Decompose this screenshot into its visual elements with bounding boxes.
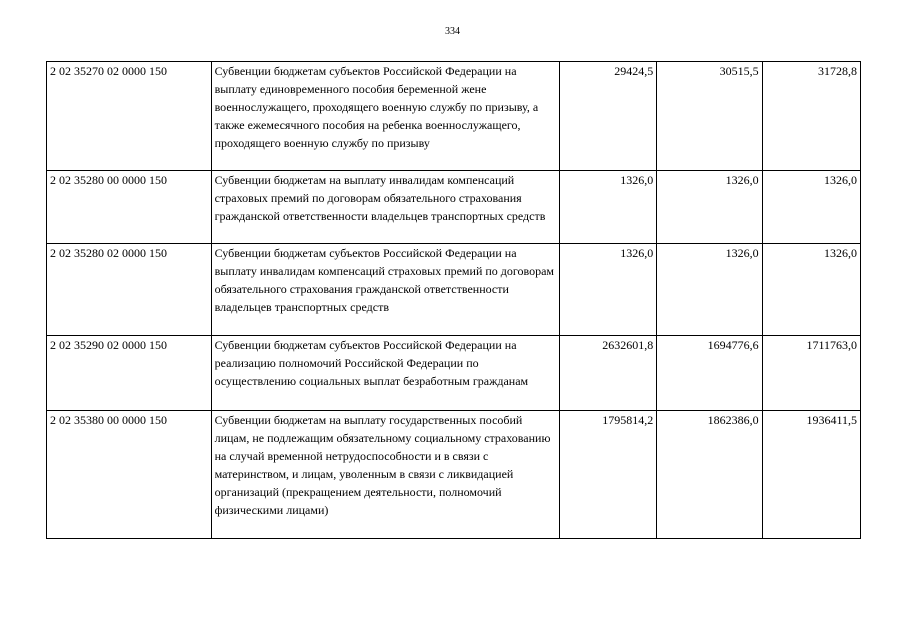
description-cell: Субвенции бюджетам субъектов Российской Федерации на реализацию полномочий Российской Федерации по осуществлению социальных выплат безработным гражданам bbox=[211, 336, 559, 411]
budget-code-cell: 2 02 35280 02 0000 150 bbox=[47, 244, 212, 336]
table-row bbox=[47, 62, 861, 171]
value-cell-year-3: 1711763,0 bbox=[762, 336, 860, 411]
value-cell-year-1: 2632601,8 bbox=[559, 336, 656, 411]
description-cell: Субвенции бюджетам на выплату инвалидам компенсаций страховых премий по договорам обязательного страхования гражданской ответственности владельцев транспортных средств bbox=[211, 171, 559, 244]
description-cell: Субвенции бюджетам на выплату государственных пособий лицам, не подлежащим обязательному социальному страхованию на случай временной нетрудоспособности и в связи с материнством, и лицам, уволенным в связи с ликвидацией организаций (прекращением деятельности, полномочий физическими лицами) bbox=[211, 411, 559, 539]
value-cell-year-2: 1694776,6 bbox=[657, 336, 762, 411]
description-cell: Субвенции бюджетам субъектов Российской Федерации на выплату инвалидам компенсаций страховых премий по договорам обязательного страхования гражданской ответственности владельцев транспортных средств bbox=[211, 244, 559, 336]
table-row bbox=[47, 336, 861, 411]
table-row bbox=[47, 171, 861, 244]
value-cell-year-2: 30515,5 bbox=[657, 62, 762, 171]
value-cell-year-2: 1326,0 bbox=[657, 171, 762, 244]
value-cell-year-1: 29424,5 bbox=[559, 62, 656, 171]
page-number: 334 bbox=[445, 26, 460, 37]
budget-code-cell: 2 02 35280 00 0000 150 bbox=[47, 171, 212, 244]
description-cell: Субвенции бюджетам субъектов Российской Федерации на выплату единовременного пособия беременной жене военнослужащего, проходящего военную службу по призыву, а также ежемесячного пособия на ребенка военнослужащего, проходящего военную службу по призыву bbox=[211, 62, 559, 171]
value-cell-year-2: 1862386,0 bbox=[657, 411, 762, 539]
value-cell-year-3: 1326,0 bbox=[762, 244, 860, 336]
value-cell-year-1: 1795814,2 bbox=[559, 411, 656, 539]
budget-code-cell: 2 02 35290 02 0000 150 bbox=[47, 336, 212, 411]
value-cell-year-2: 1326,0 bbox=[657, 244, 762, 336]
value-cell-year-1: 1326,0 bbox=[559, 244, 656, 336]
value-cell-year-3: 31728,8 bbox=[762, 62, 860, 171]
table-row bbox=[47, 411, 861, 539]
budget-code-cell: 2 02 35270 02 0000 150 bbox=[47, 62, 212, 171]
budget-table bbox=[46, 61, 861, 539]
value-cell-year-1: 1326,0 bbox=[559, 171, 656, 244]
value-cell-year-3: 1326,0 bbox=[762, 171, 860, 244]
value-cell-year-3: 1936411,5 bbox=[762, 411, 860, 539]
table-row bbox=[47, 244, 861, 336]
budget-code-cell: 2 02 35380 00 0000 150 bbox=[47, 411, 212, 539]
